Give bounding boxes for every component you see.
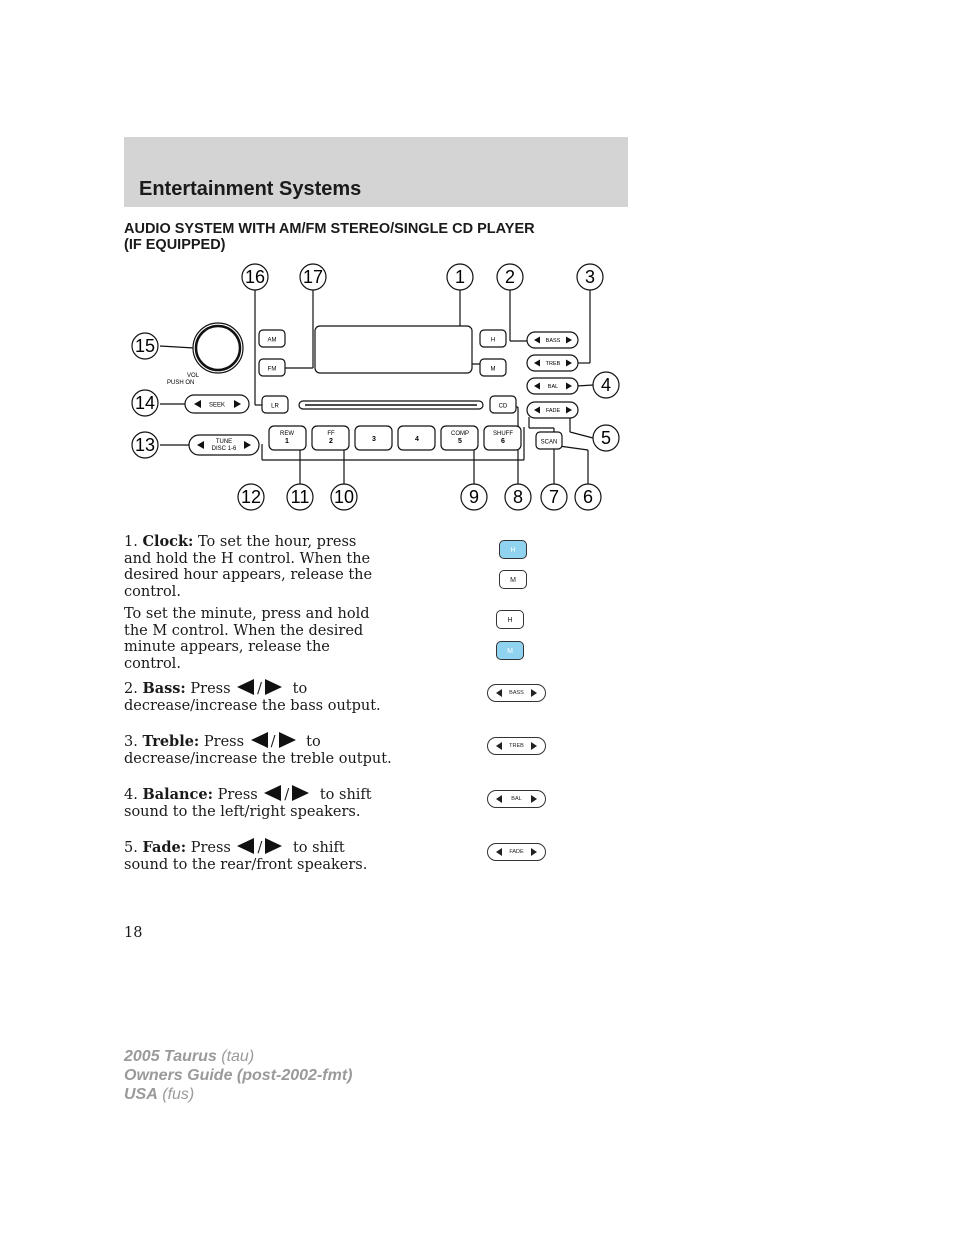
fade-text: 5. Fade: Press / to shift sound to the rear/front speakers. — [124, 839, 368, 873]
svg-text:M: M — [490, 366, 496, 373]
page-number: 18 — [124, 925, 143, 941]
callout-8: 8 — [512, 487, 524, 507]
callout-1: 1 — [454, 267, 466, 287]
callout-17: 17 — [302, 267, 324, 287]
callout-11: 11 — [290, 487, 310, 507]
svg-text:AM: AM — [267, 337, 277, 344]
callout-13: 13 — [134, 435, 156, 455]
callout-4: 4 — [600, 375, 612, 395]
svg-text:BASS: BASS — [545, 338, 561, 344]
svg-text:SCAN: SCAN — [540, 439, 558, 446]
svg-text:6: 6 — [501, 438, 505, 445]
arrow-left-icon — [237, 679, 254, 695]
svg-text:FM: FM — [267, 366, 277, 373]
h-button-icon: H — [499, 540, 527, 559]
svg-text:SEEK: SEEK — [208, 402, 226, 409]
treble-text: 3. Treble: Press / to decrease/increase the treble output. — [124, 733, 392, 767]
section-heading-line2: (IF EQUIPPED) — [124, 237, 226, 253]
clock-hour-text: 1. Clock: To set the hour, press and hold the H control. When the desired hour appears, release the control. — [124, 533, 373, 600]
svg-text:5: 5 — [458, 438, 462, 445]
arrow-left-icon — [264, 785, 281, 801]
svg-text:3: 3 — [372, 436, 376, 443]
svg-text:TUNE: TUNE — [215, 439, 233, 445]
section-heading-line1: AUDIO SYSTEM WITH AM/FM STEREO/SINGLE CD PLAYER — [124, 221, 535, 237]
svg-text:LR: LR — [271, 403, 279, 410]
svg-text:FADE: FADE — [545, 408, 561, 414]
svg-text:FF: FF — [327, 431, 335, 437]
callout-12: 12 — [240, 487, 262, 507]
balance-rocker — [527, 378, 578, 394]
bass-rocker-icon: BASS — [487, 684, 546, 702]
arrow-right-icon — [279, 732, 296, 748]
section-heading — [124, 221, 604, 253]
h-button-icon: H — [496, 610, 524, 629]
svg-text:BAL: BAL — [547, 384, 559, 390]
svg-text:TREB: TREB — [545, 361, 561, 367]
callout-9: 9 — [468, 487, 480, 507]
clock-minute-text: To set the minute, press and hold the M control. When the desired minute appears, release the control. — [124, 606, 370, 672]
push-on-label: PUSH ON — [167, 380, 195, 386]
callout-5: 5 — [600, 428, 612, 448]
callout-10: 10 — [333, 487, 355, 507]
fade-rocker-icon: FADE — [487, 843, 546, 861]
tune-rocker — [189, 435, 259, 455]
audio-system-diagram — [124, 262, 630, 518]
arrow-right-icon — [292, 785, 309, 801]
svg-text:H: H — [490, 337, 496, 344]
arrow-right-icon — [265, 838, 282, 854]
callout-6: 6 — [582, 487, 594, 507]
svg-text:REW: REW — [280, 431, 294, 437]
svg-text:SHUFF: SHUFF — [493, 431, 513, 437]
preset-buttons — [269, 426, 521, 450]
svg-text:COMP: COMP — [451, 431, 469, 437]
callout-2: 2 — [504, 267, 516, 287]
callout-14: 14 — [134, 393, 156, 413]
display — [315, 326, 472, 373]
svg-text:4: 4 — [415, 436, 419, 443]
svg-text:CD: CD — [498, 403, 508, 410]
treble-rocker-icon: TREB — [487, 737, 546, 755]
page-title: Entertainment Systems — [139, 178, 362, 200]
fade-rocker — [527, 402, 578, 418]
m-button-icon: M — [499, 570, 527, 589]
arrow-right-icon — [265, 679, 282, 695]
callout-7: 7 — [548, 487, 560, 507]
footer: 2005 Taurus (tau) Owners Guide (post-2002-fmt) USA (fus) — [124, 1048, 353, 1103]
callout-3: 3 — [584, 267, 596, 287]
volume-knob — [167, 323, 243, 386]
svg-text:1: 1 — [285, 438, 289, 445]
balance-rocker-icon: BAL — [487, 790, 546, 808]
arrow-left-icon — [237, 838, 254, 854]
arrow-left-icon — [251, 732, 268, 748]
treble-rocker — [527, 355, 578, 371]
m-button-icon: M — [496, 641, 524, 660]
svg-text:2: 2 — [329, 438, 333, 445]
bass-text: 2. Bass: Press / to decrease/increase the bass output. — [124, 680, 381, 714]
callout-15: 15 — [134, 336, 156, 356]
seek-rocker — [185, 395, 249, 413]
vol-label: VOL — [187, 373, 200, 379]
balance-text: 4. Balance: Press / to shift sound to the left/right speakers. — [124, 786, 372, 820]
svg-text:DISC 1-6: DISC 1-6 — [211, 446, 237, 452]
callout-16: 16 — [244, 267, 266, 287]
bass-rocker — [527, 332, 578, 348]
